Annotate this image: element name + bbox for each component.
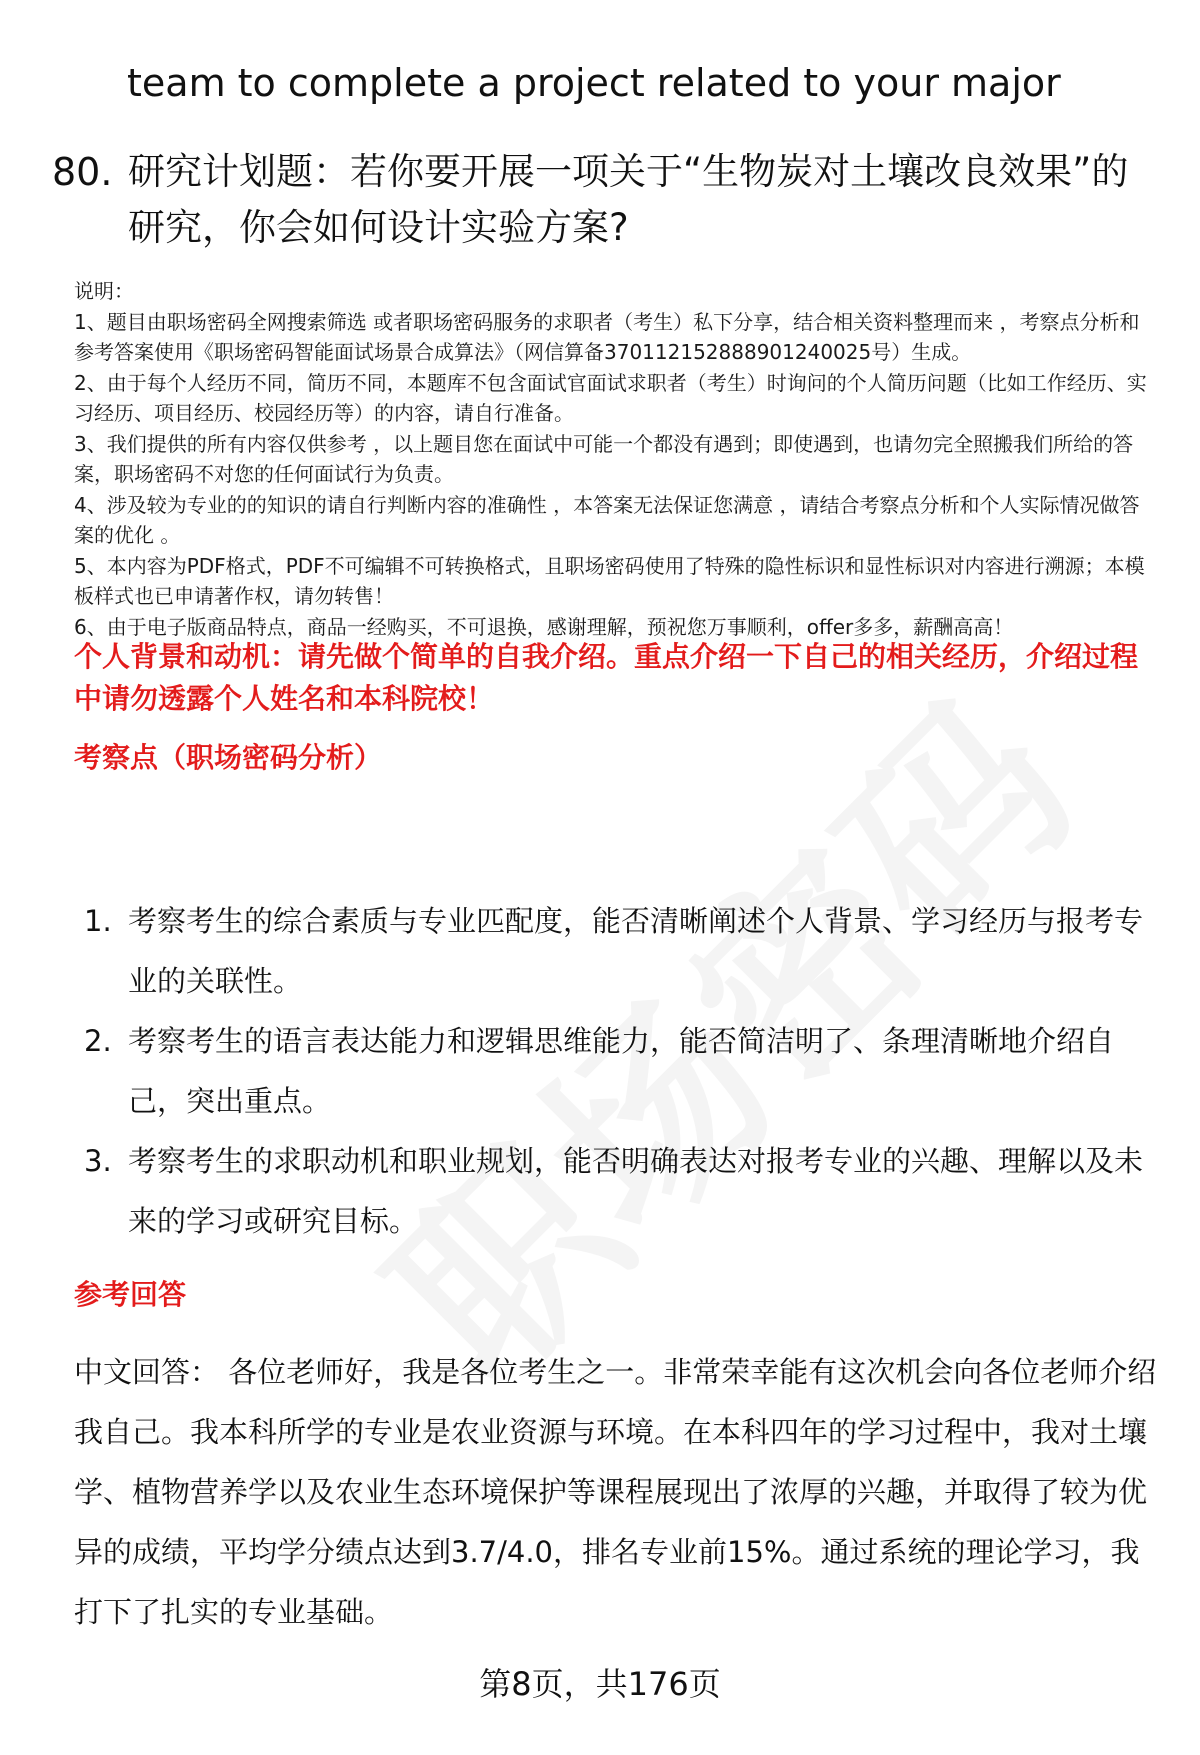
note-item: 2、由于每个人经历不同，简历不同，本题库不包含面试官面试求职者（考生）时询问的个人简历问题（比如工作经历、实习经历、项目经历、校园经历等）的内容，请自行准备。 — [74, 370, 1147, 425]
reference-answer: 中文回答： 各位老师好，我是各位考生之一。非常荣幸能有这次机会向各位老师介绍我自己。我本科所学的专业是农业资源与环境。在本科四年的学习过程中，我对土壤学、植物营养学以及农业生态环境保护等课程展现出了浓厚的兴趣，并取得了较为优异的成绩，平均学分绩点达到3.7/4.0，排名专业前15%。通过系统的理论学习，我打下了扎实的专业基础。 — [74, 1355, 1157, 1629]
analysis-point — [84, 1011, 1154, 1131]
point-text: 考察考生的求职动机和职业规划，能否明确表达对报考专业的兴趣、理解以及未来的学习或研究目标。 — [128, 1144, 1144, 1238]
question-text: 研究计划题：若你要开展一项关于“生物炭对土壤改良效果”的研究，你会如何设计实验方案? — [128, 150, 1129, 249]
note-item: 1、题目由职场密码全网搜索筛选 或者职场密码服务的求职者（考生）私下分享，结合相关资料整理而来 ，考察点分析和参考答案使用《职场密码智能面试场景合成算法》（网信算备370112152888901240025号）生成。 — [74, 309, 1140, 364]
page-footer: 第8页，共176页 — [479, 1665, 721, 1703]
question-number: 80. — [52, 150, 113, 194]
question-80 — [52, 144, 1152, 256]
point-number: 2. — [84, 1024, 112, 1058]
point-number: 3. — [84, 1144, 112, 1178]
point-text: 考察考生的综合素质与专业匹配度，能否清晰阐述个人背景、学习经历与报考专业的关联性。 — [128, 904, 1144, 998]
section-prompt: 个人背景和动机：请先做个简单的自我介绍。重点介绍一下自己的相关经历，介绍过程中请勿透露个人姓名和本科院校！ — [74, 640, 1139, 715]
analysis-points — [84, 891, 1154, 1251]
point-text: 考察考生的语言表达能力和逻辑思维能力，能否简洁明了、条理清晰地介绍自己，突出重点。 — [128, 1024, 1115, 1118]
notes-title: 说明： — [74, 279, 134, 303]
note-item: 4、涉及较为专业的的知识的请自行判断内容的准确性 ，本答案无法保证您满意 ，请结合考察点分析和个人实际情况做答案的优化 。 — [74, 492, 1140, 547]
analysis-heading: 考察点（职场密码分析） — [74, 741, 383, 774]
note-item: 6、由于电子版商品特点，商品一经购买，不可退换，感谢理解，预祝您万事顺利，offer多多，薪酬高高！ — [74, 614, 1014, 639]
analysis-point — [84, 891, 1154, 1011]
note-item: 3、我们提供的所有内容仅供参考 ，以上题目您在面试中可能一个都没有遇到；即使遇到，也请勿完全照搬我们所给的答案，职场密码不对您的任何面试行为负责。 — [74, 431, 1134, 486]
note-item: 5、本内容为PDF格式，PDF不可编辑不可转换格式，且职场密码使用了特殊的隐性标识和显性标识对内容进行溯源；本模板样式也已申请著作权，请勿转售！ — [74, 553, 1145, 608]
reference-heading: 参考回答 — [74, 1278, 187, 1311]
notes-block — [74, 276, 1154, 642]
point-number: 1. — [84, 904, 112, 938]
continuation-line: team to complete a project related to your major — [127, 61, 1061, 105]
analysis-point — [84, 1131, 1154, 1251]
